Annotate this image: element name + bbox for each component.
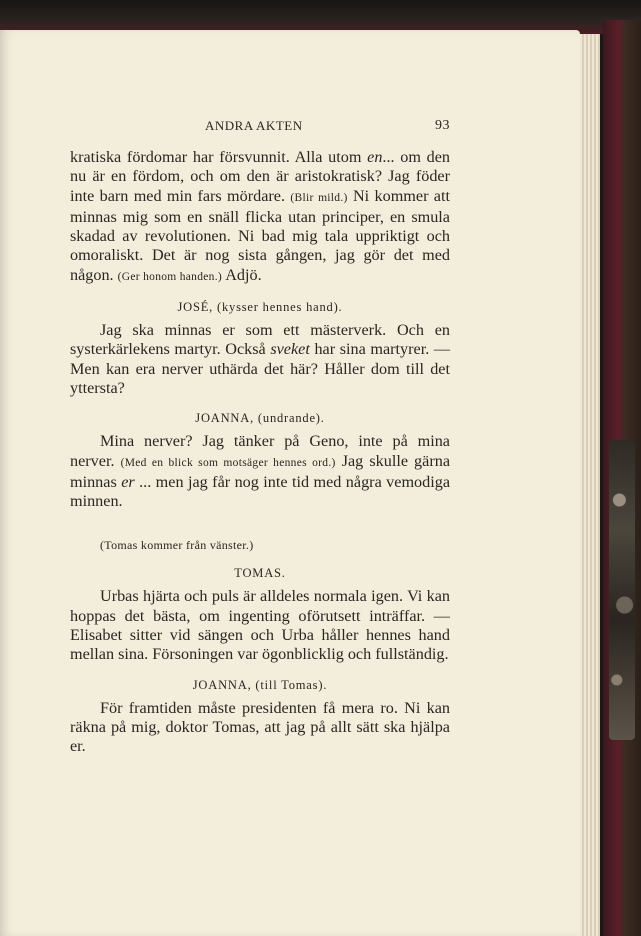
dialogue-paragraph: Urbas hjärta och puls är alldeles normala igen. Vi kan hoppas det bästa, om ingenting oförutsett inträffar. — Elisabet sitter vid sängen och Urba håller hennes hand mellan sina. Försoningen var ögonblicklig och fullständig. [70,587,450,664]
emphasis: en [367,148,383,166]
emphasis: er [121,472,135,491]
book-cover-top [0,0,641,34]
book-cover-right [603,20,641,936]
running-title: ANDRA AKTEN [205,118,303,133]
dialogue-paragraph [70,432,450,511]
dialogue-text: Jag ska minnas er som ett mästerverk. Och en systerkärlekens martyr. Också [70,321,450,359]
speaker-heading: TOMAS. [234,566,286,581]
dialogue-text: ... om den nu är en fördom, och om den är aristokratisk? Jag föder inte barn med min fars mördare. [70,148,451,205]
stage-direction: (Blir mild.) [290,191,348,204]
page-number: 93 [435,118,450,133]
dialogue-paragraph [70,321,450,398]
dialogue-paragraph: För framtiden måste presidenten få mera ro. Ni kan räkna på mig, doktor Tomas, att jag på allt sätt ska hjälpa er. [70,698,450,756]
speaker-heading: JOSÉ, (kysser hennes hand). [177,300,343,315]
dialogue-text: Mina nerver? Jag tänker på Geno, inte på mina nerver. [70,432,450,470]
dialogue-text: Jag skulle gärna minnas [70,451,451,491]
book-page [0,30,580,936]
stage-direction-line: (Tomas kommer från vänster.) [100,538,254,553]
dialogue-text: Adjö. [222,265,262,284]
dialogue-text: har sina martyrer. — Men kan era nerver uthärda det här? Håller dom till det yttersta? [70,340,451,397]
stage-direction: (Med en blick som motsäger hennes ord.) [120,456,336,469]
speaker-heading: JOANNA, (till Tomas). [192,677,328,692]
emphasis: sveket [270,340,310,359]
stage-direction: (Ger honom handen.) [117,270,223,283]
dialogue-text: ... men jag får nog inte tid med några vemodiga minnen. [70,472,451,511]
dialogue-text: kratiska fördomar har försvunnit. Alla utom [70,148,368,166]
marbled-endpaper [609,440,635,740]
speaker-heading: JOANNA, (undrande). [195,411,325,426]
dialogue-paragraph [70,148,450,287]
dialogue-text: Ni kommer att minnas mig som en snäll flicka utan principer, en smula skadad av revolutionen. Ni bad mig tala uppriktigt och omoraliskt. Det är nog sista gången, jag gör det med någon. [70,186,450,284]
play-text [70,148,450,757]
running-head [70,118,450,138]
